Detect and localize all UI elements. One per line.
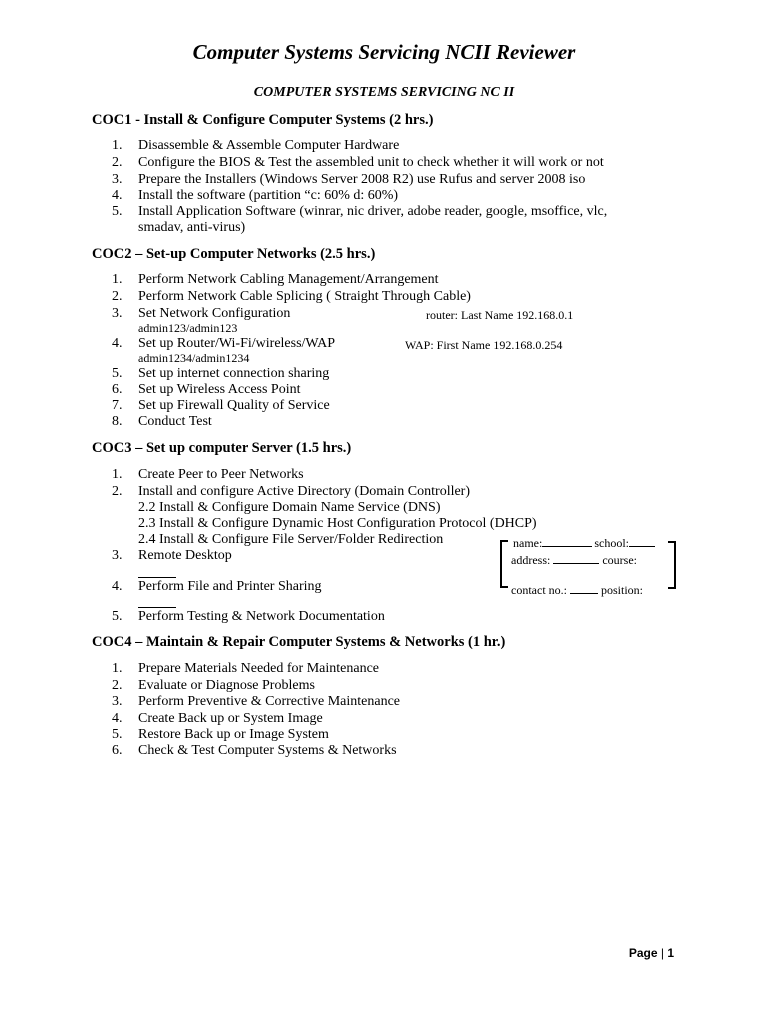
- coc2-item: [112, 366, 329, 382]
- item-text: Restore Back up or Image System: [138, 727, 329, 742]
- coc4-item: [112, 694, 400, 710]
- name-label: name:: [513, 536, 543, 550]
- item-number: 4.: [112, 579, 123, 594]
- wap-credentials: admin1234/admin1234: [138, 351, 250, 365]
- document-title: Computer Systems Servicing NCII Reviewer: [192, 40, 576, 64]
- coc2-item: [112, 398, 330, 414]
- item-number: 7.: [112, 398, 123, 413]
- coc4-item: [112, 743, 397, 759]
- address-label: address:: [511, 553, 551, 567]
- coc2-item: [112, 414, 212, 430]
- coc4-item: [112, 711, 323, 727]
- item-number: 5.: [112, 204, 123, 219]
- contact-blank[interactable]: [570, 582, 598, 594]
- coc1-item: [112, 172, 585, 188]
- item-number: 2.: [112, 484, 123, 499]
- item-text: Set up Wireless Access Point: [138, 382, 301, 397]
- item-text: Perform Testing & Network Documentation: [138, 609, 385, 624]
- name-blank[interactable]: [542, 535, 592, 547]
- item-number: 1.: [112, 272, 123, 287]
- coc1-item5-continuation: smadav, anti-virus): [138, 220, 246, 235]
- item-number: 2.: [112, 678, 123, 693]
- item-text: Prepare the Installers (Windows Server 2008 R2) use Rufus and server 2008 iso: [138, 172, 586, 187]
- item-text: Install and configure Active Directory (Domain Controller): [138, 484, 471, 499]
- item-text: Conduct Test: [138, 414, 212, 429]
- school-blank[interactable]: [629, 535, 655, 547]
- item-text: Perform Network Cable Splicing ( Straight Through Cable): [138, 289, 471, 304]
- item-text: Perform File and Printer Sharing: [138, 579, 322, 594]
- item-number: 5.: [112, 366, 123, 381]
- item-text: Evaluate or Diagnose Problems: [138, 678, 315, 693]
- item-number: 2.: [112, 289, 123, 304]
- page-number: 1: [667, 946, 674, 960]
- form-row-contact: [511, 582, 643, 597]
- item-number: 5.: [112, 609, 123, 624]
- coc4-item: [112, 727, 329, 743]
- form-bracket-right: [668, 541, 676, 589]
- form-row-address: [511, 552, 637, 567]
- item-text: Prepare Materials Needed for Maintenance: [138, 661, 379, 676]
- page-separator: |: [660, 946, 664, 960]
- item-text: Create Back up or System Image: [138, 711, 323, 726]
- item-text: Configure the BIOS & Test the assembled unit to check whether it will work or not: [138, 155, 604, 170]
- coc3-item: [112, 579, 322, 595]
- router-note: router: Last Name 192.168.0.1: [426, 308, 574, 322]
- item-text: Remote Desktop: [138, 548, 232, 563]
- contact-label: contact no.:: [511, 583, 567, 597]
- item-number: 1.: [112, 138, 123, 153]
- router-credentials: admin123/admin123: [138, 321, 238, 335]
- coc2-item: [112, 306, 290, 322]
- coc3-subitem-2-4: 2.4 Install & Configure File Server/Folder Redirection: [138, 532, 444, 547]
- item-number: 4.: [112, 711, 123, 726]
- coc2-item: [112, 272, 439, 288]
- page-label: Page: [628, 946, 658, 960]
- item-text: Set up Firewall Quality of Service: [138, 398, 330, 413]
- item-number: 1.: [112, 661, 123, 676]
- coc1-item: [112, 188, 398, 204]
- item-text: Create Peer to Peer Networks: [138, 467, 304, 482]
- coc2-item: [112, 336, 335, 352]
- coc4-item: [112, 678, 315, 694]
- item-text: Set Network Configuration: [138, 306, 291, 321]
- item-number: 1.: [112, 467, 123, 482]
- item-number: 3.: [112, 306, 123, 321]
- coc3-item: [112, 484, 470, 500]
- document-subtitle: COMPUTER SYSTEMS SERVICING NC II: [253, 85, 515, 100]
- item-number: 6.: [112, 743, 123, 758]
- coc3-item: [112, 548, 232, 564]
- coc2-item: [112, 382, 301, 398]
- item-text: Check & Test Computer Systems & Networks: [138, 743, 397, 758]
- coc3-item: [112, 609, 385, 625]
- item-text: Set up Router/Wi-Fi/wireless/WAP: [138, 336, 335, 351]
- item-text: Install the software (partition “c: 60% d: 60%): [138, 188, 399, 203]
- item-text: Disassemble & Assemble Computer Hardware: [138, 138, 400, 153]
- coc3-subitem-2-3: 2.3 Install & Configure Dynamic Host Configuration Protocol (DHCP): [138, 516, 537, 531]
- coc3-heading: COC3 – Set up computer Server (1.5 hrs.): [92, 440, 352, 456]
- coc4-heading: COC4 – Maintain & Repair Computer Systems & Networks (1 hr.): [92, 634, 506, 650]
- coc1-item: [112, 138, 399, 154]
- course-label: course:: [602, 553, 637, 567]
- coc1-heading: COC1 - Install & Configure Computer Systems (2 hrs.): [92, 112, 434, 128]
- coc3-item: [112, 467, 304, 483]
- item-text: Perform Preventive & Corrective Maintenance: [138, 694, 401, 709]
- coc2-heading: COC2 – Set-up Computer Networks (2.5 hrs.): [92, 246, 376, 262]
- wap-note: WAP: First Name 192.168.0.254: [405, 338, 563, 352]
- item-number: 8.: [112, 414, 123, 429]
- item-number: 4.: [112, 188, 123, 203]
- item-text: Set up internet connection sharing: [138, 366, 330, 381]
- coc1-item: [112, 155, 604, 171]
- item-number: 5.: [112, 727, 123, 742]
- coc1-item: [112, 204, 607, 220]
- coc3-subitem-2-2: 2.2 Install & Configure Domain Name Service (DNS): [138, 500, 441, 515]
- position-label: position:: [600, 583, 643, 597]
- form-bracket-left: [500, 540, 508, 588]
- school-label: school:: [594, 536, 629, 550]
- form-row-name: [513, 535, 655, 550]
- item-number: 3.: [112, 172, 123, 187]
- item-number: 6.: [112, 382, 123, 397]
- coc4-item: [112, 661, 379, 677]
- page-footer: [629, 946, 674, 960]
- item-number: 2.: [112, 155, 123, 170]
- item-number: 3.: [112, 548, 123, 563]
- item-number: 3.: [112, 694, 123, 709]
- item-number: 4.: [112, 336, 123, 351]
- address-blank[interactable]: [553, 552, 599, 564]
- item-text: Install Application Software (winrar, nic driver, adobe reader, google, msoffice, vlc,: [138, 204, 608, 219]
- coc2-item: [112, 289, 471, 305]
- item-text: Perform Network Cabling Management/Arrangement: [138, 272, 439, 287]
